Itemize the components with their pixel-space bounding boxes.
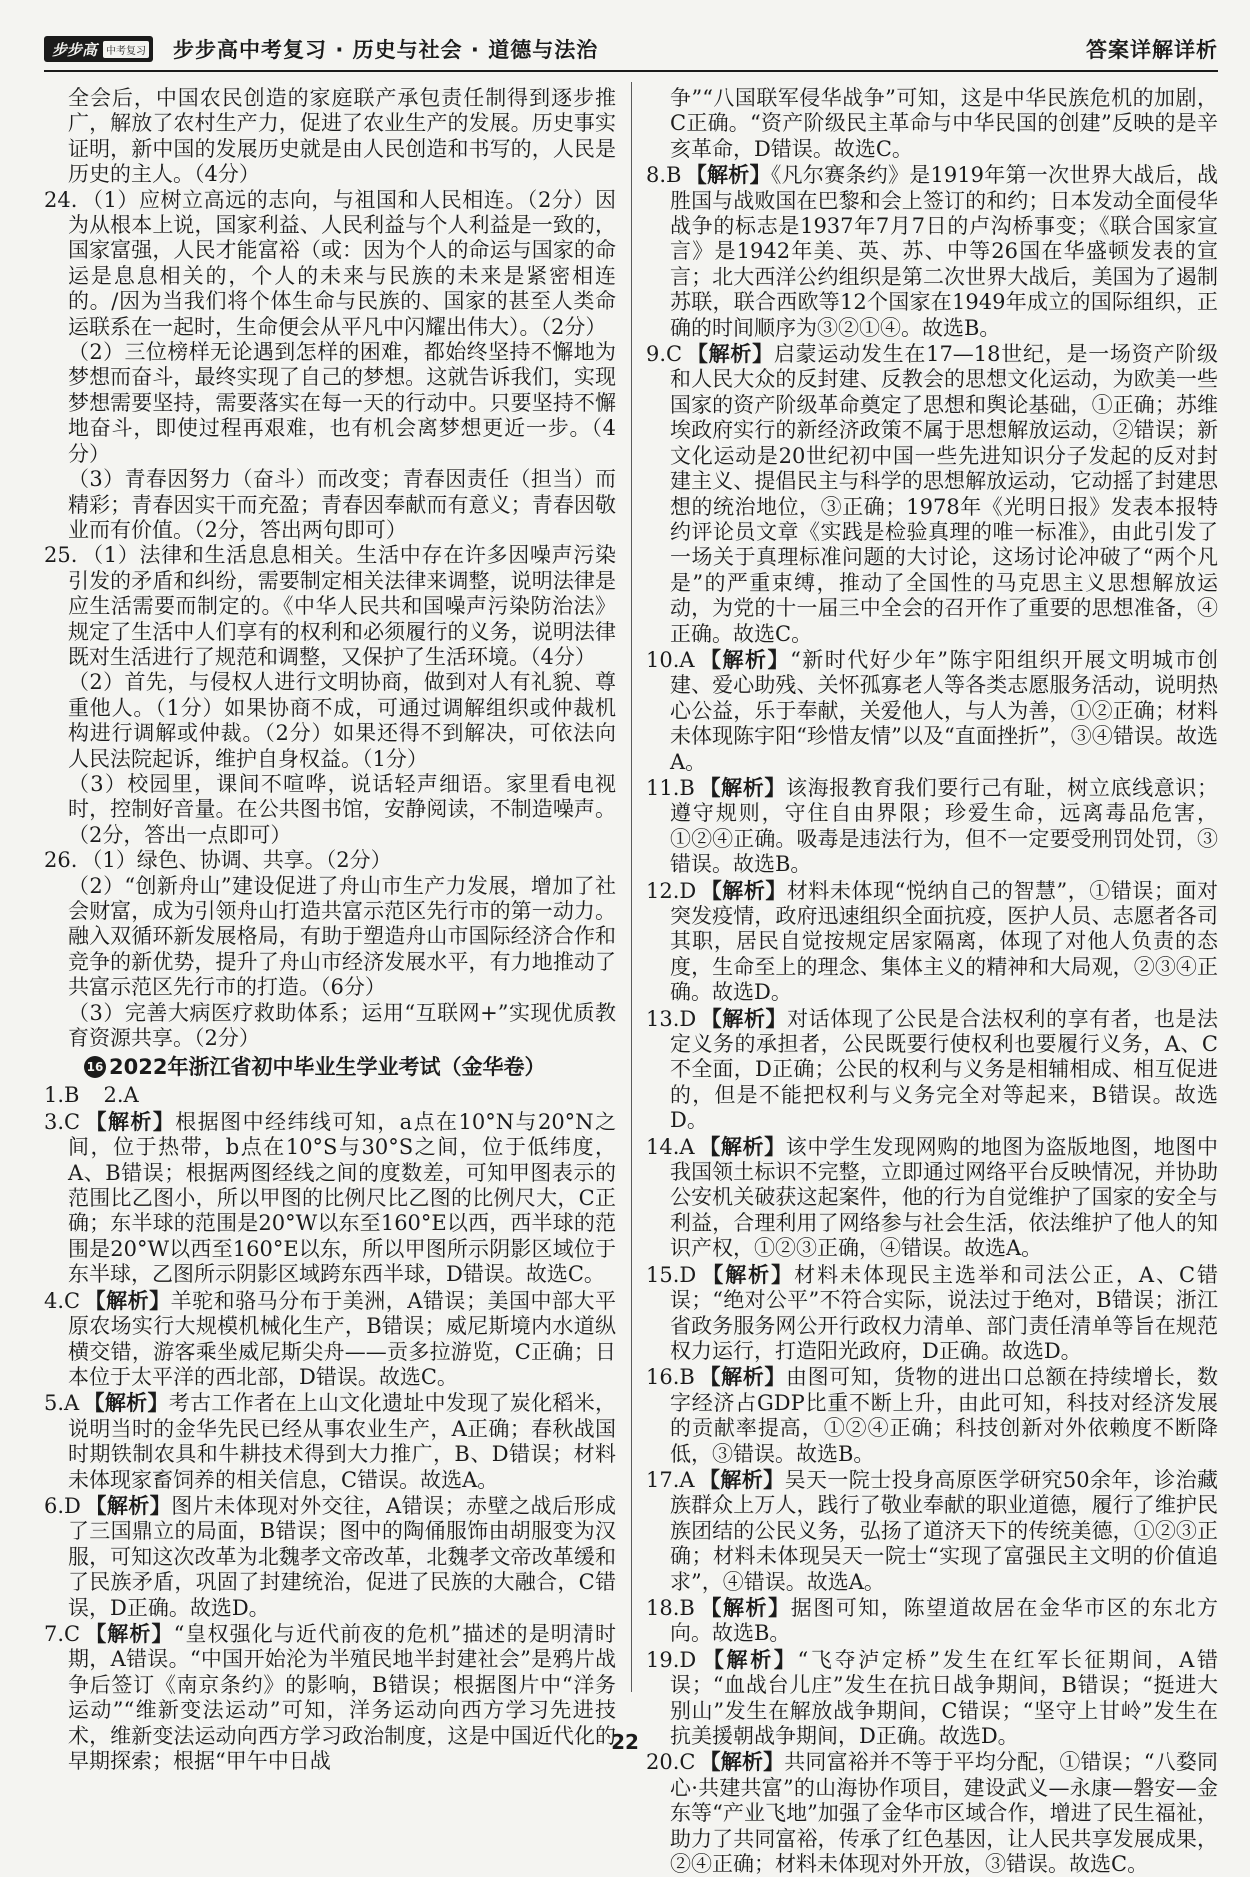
explanation-text: 共同富裕并不等于平均分配，①错误；“八婺同心·共建共富”的山海协作项目，建设武义—永康—磐安—金东等“产业飞地”加强了金华市区域合作，增进了民生福祉，助力了共同富裕，传承了红色基因，让人民共享发展成果，②④正确；材料未体现对外开放，③错误。故选C。 <box>670 1750 1219 1877</box>
answer-key: 18.B <box>646 1595 695 1620</box>
exam-section-title: 2022年浙江省初中毕业生学业考试（金华卷） <box>109 1055 546 1080</box>
answer-26-part-1 <box>44 848 616 873</box>
explanation-20 <box>646 1749 1218 1877</box>
left-column <box>44 86 616 1774</box>
explanation-text: 据图可知，陈望道故居在金华市区的东北方向。故选B。 <box>670 1595 1219 1646</box>
answer-26-part-3 <box>44 1001 616 1052</box>
answer-25-part-3 <box>44 772 616 848</box>
answer-key: 13.D <box>646 1006 697 1031</box>
explanation-17 <box>646 1467 1218 1595</box>
explanation-5 <box>44 1390 616 1493</box>
logo-subtitle: 中考复习 <box>103 41 149 58</box>
analysis-tag: 【解析】 <box>699 1749 785 1775</box>
explanation-14 <box>646 1134 1218 1262</box>
answer-text: （1）法律和生活息息相关。生活中存在许多因噪声污染引发的矛盾和纠纷，需要制定相关法律来调整，说明法律是应生活需要而制定的。《中华人民共和国噪声污染防治法》规定了生活中人们享有的权利和必须履行的义务，说明法律既对生活进行了规范和调整，又保护了生活环境。（4分） <box>68 543 616 669</box>
column-divider <box>631 82 632 1692</box>
analysis-tag: 【解析】 <box>84 1620 174 1646</box>
explanation-15 <box>646 1262 1218 1365</box>
answer-key: 5.A <box>44 1391 80 1416</box>
answer-key: 1.B <box>44 1083 80 1108</box>
explanation-text: 羊驼和骆马分布于美洲，A错误；美国中部大平原农场实行大规模机械化生产，B错误；威尼斯境内水道纵横交错，游客乘坐威尼斯尖舟——贡多拉游览，C正确；日本位于太平洋的西北部，D错误。故选C。 <box>68 1288 616 1389</box>
quick-answers <box>44 1083 616 1108</box>
question-number: 25. <box>44 543 78 568</box>
analysis-tag: 【解析】 <box>698 1594 791 1620</box>
answer-25-part-1 <box>44 543 616 670</box>
answer-text: （2）三位榜样无论遇到怎样的困难，都始终坚持不懈地为梦想而奋斗，最终实现了自己的梦想。这就告诉我们，实现梦想需要坚持，需要落实在每一天的行动中。只要坚持不懈地奋斗，即使过程再艰难，也有机会离梦想更近一步。（4分） <box>68 340 616 466</box>
explanation-9 <box>646 341 1218 647</box>
analysis-tag: 【解析】 <box>700 1005 788 1031</box>
exam-section-heading <box>44 1054 616 1080</box>
explanation-text: 图片未体现对外交往，A错误；赤壁之战后形成了三国鼎立的局面，B错误；图中的陶俑服饰由胡服变为汉服，可知这次改革为北魏孝文帝改革，北魏孝文帝改革缓和了民族矛盾，巩固了封建统治，促进了民族的大融合，C错误，D正确。故选D。 <box>68 1493 616 1620</box>
explanation-text: 考古工作者在上山文化遗址中发现了炭化稻米，说明当时的金华先民已经从事农业生产，A正确；春秋战国时期铁制农具和牛耕技术得到大力推广，B、D错误；材料未体现家畜饲养的相关信息，C错误。故选A。 <box>68 1391 617 1492</box>
explanation-text: 该中学生发现网购的地图为盗版地图，地图中我国领土标识不完整，立即通过网络平台反映情况，并协助公安机关破获这起案件，他的行为自觉维护了国家的安全与利益，合理利用了网络参与社会生活，依法维护了他人的知识产权，①②③正确，④错误。故选A。 <box>670 1134 1219 1261</box>
analysis-tag: 【解析】 <box>685 162 771 188</box>
explanation-12 <box>646 878 1218 1006</box>
answer-text: （2）“创新舟山”建设促进了舟山市生产力发展，增加了社会财富，成为引领舟山打造共富示范区先行市的第一动力。融入双循环新发展格局，有助于塑造舟山市国际经济合作和竞争的新优势，提升了舟山市经济发展水平，有力地推动了共富示范区先行市的打造。（6分） <box>68 873 616 1000</box>
answer-key: 17.A <box>646 1467 695 1492</box>
analysis-tag: 【解析】 <box>84 1287 171 1313</box>
explanation-text: 由图可知，货物的进出口总额在持续增长，数字经济占GDP比重不断上升，由此可知，科技对经济发展的贡献率提高，①②④正确；科技创新对外依赖度不断降低，③错误。故选B。 <box>670 1365 1219 1466</box>
logo-brand: 步步高 <box>52 40 98 59</box>
analysis-tag: 【解析】 <box>686 341 774 367</box>
explanation-text: “新时代好少年”陈宇阳组织开展文明城市创建、爱心助残、关怀孤寡老人等各类志愿服务活动，说明热心公益，乐于奉献，关爱他人，与人为善，①②正确；材料未体现陈宇阳“珍惜友情”以及“直面挫折”，③④错误。故选A。 <box>670 647 1218 774</box>
explanation-6 <box>44 1493 616 1621</box>
paragraph-text: 全会后，中国农民创造的家庭联产承包责任制得到逐步推广，解放了农村生产力，促进了农业生产的发展。历史事实证明，新中国的发展历史就是由人民创造和书写的，人民是历史的主人。（4分） <box>68 86 616 187</box>
answer-key: 11.B <box>646 775 695 800</box>
explanation-text: 启蒙运动发生在17—18世纪，是一场资产阶级和人民大众的反封建、反教会的思想文化运动，为欧美一些国家的资产阶级革命奠定了思想和舆论基础，①正确；苏维埃政府实行的新经济政策不属于思想解放运动，②错误；新文化运动是20世纪初中国一些先进知识分子发起的反对封建主义、提倡民主与科学的思想解放运动，它动摇了封建思想的统治地位，③正确；1978年《光明日报》发表本报特约评论员文章《实践是检验真理的唯一标准》，由此引发了一场关于真理标准问题的大讨论，这场讨论冲破了“两个凡是”的严重束缚，推动了全国性的马克思主义思想解放运动，为党的十一届三中全会的召开作了重要的思想准备，④正确。故选C。 <box>670 342 1219 646</box>
analysis-tag: 【解析】 <box>700 877 787 903</box>
analysis-tag: 【解析】 <box>698 1364 787 1390</box>
explanation-text: 对话体现了公民是合法权利的享有者，也是法定义务的承担者，公民既要行使权利也要履行义务，A、C不全面，D正确；公民的权利与义务是相辅相成、相互促进的，但是不能把权利与义务完全对等起来，B错误。故选D。 <box>670 1006 1219 1133</box>
book-title: 步步高中考复习 · 历史与社会 · 道德与法治 <box>173 38 599 62</box>
analysis-tag: 【解析】 <box>83 1390 169 1416</box>
explanation-3 <box>44 1109 616 1288</box>
answer-key: 6.D <box>44 1493 81 1518</box>
analysis-tag: 【解析】 <box>700 1646 798 1672</box>
answer-key: 4.C <box>44 1288 81 1313</box>
answer-text: （3）校园里，课间不喧哗，说话轻声细语。家里看电视时，控制好音量。在公共图书馆，安静阅读，不制造噪声。（2分，答出一点即可） <box>68 771 616 847</box>
explanation-11 <box>646 775 1218 878</box>
analysis-tag: 【解析】 <box>698 1133 786 1159</box>
analysis-tag: 【解析】 <box>698 774 787 800</box>
answer-key: 7.C <box>44 1621 81 1646</box>
answer-26-part-2 <box>44 874 616 1001</box>
answer-text: （2）首先，与侵权人进行文明协商，做到对人有礼貌、尊重他人。（1分）如果协商不成，可通过调解组织或仲裁机构进行调解或仲裁。（2分）如果还得不到解决，可依法向人民法院起诉，维护自身权益。（1分） <box>68 670 616 771</box>
answer-key: 15.D <box>646 1262 697 1287</box>
answer-key: 19.D <box>646 1647 697 1672</box>
question-number: 24. <box>44 187 78 212</box>
explanation-text: 材料未体现“悦纳自己的智慧”，①错误；面对突发疫情，政府迅速组织全面抗疫，医护人员、志愿者各司其职，居民自觉按规定居家隔离，体现了对他人负责的态度，生命至上的理念、集体主义的精神和大局观，②③④正确。故选D。 <box>670 878 1218 1005</box>
answer-key: 16.B <box>646 1365 695 1390</box>
explanation-text: “皇权强化与近代前夜的危机”描述的是明清时期，A错误。“中国开始沦为半殖民地半封建社会”是鸦片战争后签订《南京条约》的影响，B错误；根据图片中“洋务运动”“维新变法运动”可知，洋务运动向西方学习先进技术，维新变法运动向西方学习政治制度，这是中国近代化的早期探索；根据“甲午中日战 <box>68 1621 616 1773</box>
explanation-16 <box>646 1364 1218 1467</box>
answer-24-part-1 <box>44 188 616 340</box>
answer-25-part-2 <box>44 670 616 772</box>
continuation-paragraph <box>44 86 616 188</box>
explanation-text: 争”“八国联军侵华战争”可知，这是中华民族危机的加剧，C正确。“资产阶级民主革命与中华民国的创建”反映的是辛亥革命，D错误。故选C。 <box>670 86 1218 161</box>
answer-24-part-2 <box>44 340 616 467</box>
answer-key: 8.B <box>646 163 682 188</box>
answer-text: （3）青春因努力（奋斗）而改变；青春因责任（担当）而精彩；青春因实干而充盈；青春因奉献而有意义；青春因敬业而有价值。（2分，答出两句即可） <box>68 467 616 542</box>
explanation-8 <box>646 162 1218 341</box>
explanation-4 <box>44 1288 616 1391</box>
answer-key: 12.D <box>646 878 697 903</box>
answer-key: 14.A <box>646 1134 695 1159</box>
answer-text: （1）应树立高远的志向，与祖国和人民相连。（2分）因为从根本上说，国家利益、人民利益与个人利益是一致的，国家富强，人民才能富裕（或：因为个人的命运与国家的命运是息息相关的，个人的未来与民族的未来是紧密相连的。/因为当我们将个体生命与民族的、国家的甚至人类命运联系在一起时，生命便会从平凡中闪耀出伟大）。（2分） <box>68 187 616 339</box>
section-number-badge: 16 <box>84 1056 106 1078</box>
explanation-7-continuation <box>646 86 1218 162</box>
analysis-tag: 【解析】 <box>84 1492 172 1518</box>
page-number: 22 <box>611 1730 639 1754</box>
answer-text: （1）绿色、协调、共享。（2分） <box>81 848 392 873</box>
question-number: 26. <box>44 848 78 873</box>
explanation-text: 《凡尔赛条约》是1919年第一次世界大战后，战胜国与战败国在巴黎和会上签订的和约；日本发动全面侵华战争的标志是1937年7月7日的卢沟桥事变；《联合国家宣言》是1942年美、英、苏、中等26国在华盛顿发表的宣言；北大西洋公约组织是第二次世界大战后，美国为了遏制苏联，联合西欧等12个国家在1949年成立的国际组织，正确的时间顺序为③②①④。故选B。 <box>670 163 1218 340</box>
page-header <box>44 28 1218 72</box>
answer-key: 3.C <box>44 1109 81 1134</box>
explanation-text: 根据图中经纬线可知，a点在10°N与20°N之间，位于热带，b点在10°S与30°S之间，位于低纬度，A、B错误；根据两图经线之间的度数差，可知甲图表示的范围比乙图小，所以甲图的比例尺比乙图的比例尺大，C正确；东半球的范围是20°W以东至160°E以西，西半球的范围是20°W以西至160°E以东，所以甲图所示阴影区域位于东半球，乙图所示阴影区域跨东西半球，D错误。故选C。 <box>68 1109 616 1287</box>
answer-key: 10.A <box>646 647 695 672</box>
analysis-tag: 【解析】 <box>698 1466 785 1492</box>
answer-key: 2.A <box>103 1083 139 1108</box>
explanation-text: 该海报教育我们要行己有耻，树立底线意识；遵守规则，守住自由界限；珍爱生命，远离毒品危害，①②④正确。吸毒是违法行为，但不一定要受刑罚处罚，③错误。故选B。 <box>670 775 1219 877</box>
explanation-13 <box>646 1006 1218 1134</box>
answer-key: 20.C <box>646 1750 696 1775</box>
analysis-tag: 【解析】 <box>84 1108 176 1134</box>
section-label: 答案详解详析 <box>1086 38 1218 62</box>
publisher-logo <box>44 36 153 62</box>
answer-text: （3）完善大病医疗救助体系；运用“互联网+”实现优质教育资源共享。（2分） <box>68 1000 616 1051</box>
answer-24-part-3 <box>44 467 616 543</box>
analysis-tag: 【解析】 <box>700 1261 795 1287</box>
explanation-text: “飞夺泸定桥”发生在红军长征期间，A错误；“血战台儿庄”发生在抗日战争期间，B错误；“挺进大别山”发生在解放战争期间，C错误；“坚守上甘岭”发生在抗美援朝战争期间，D正确。故选D。 <box>670 1647 1219 1748</box>
explanation-18 <box>646 1595 1218 1647</box>
explanation-text: 吴天一院士投身高原医学研究50余年，诊治藏族群众上万人，践行了敬业奉献的职业道德，履行了维护民族团结的公民义务，弘扬了道济天下的传统美德，①②③正确；材料未体现吴天一院士“实现了富强民主文明的价值追求”，④错误。故选A。 <box>670 1467 1218 1594</box>
explanation-10 <box>646 647 1218 775</box>
answer-key: 9.C <box>646 342 683 367</box>
analysis-tag: 【解析】 <box>698 646 791 672</box>
explanation-text: 材料未体现民主选举和司法公正，A、C错误；“绝对公平”不符合实际，说法过于绝对，B错误；浙江省政务服务网公开行政权力清单、部门责任清单等旨在规范权力运行，打造阳光政府，D正确。故选D。 <box>670 1262 1219 1363</box>
right-column <box>646 86 1218 1877</box>
